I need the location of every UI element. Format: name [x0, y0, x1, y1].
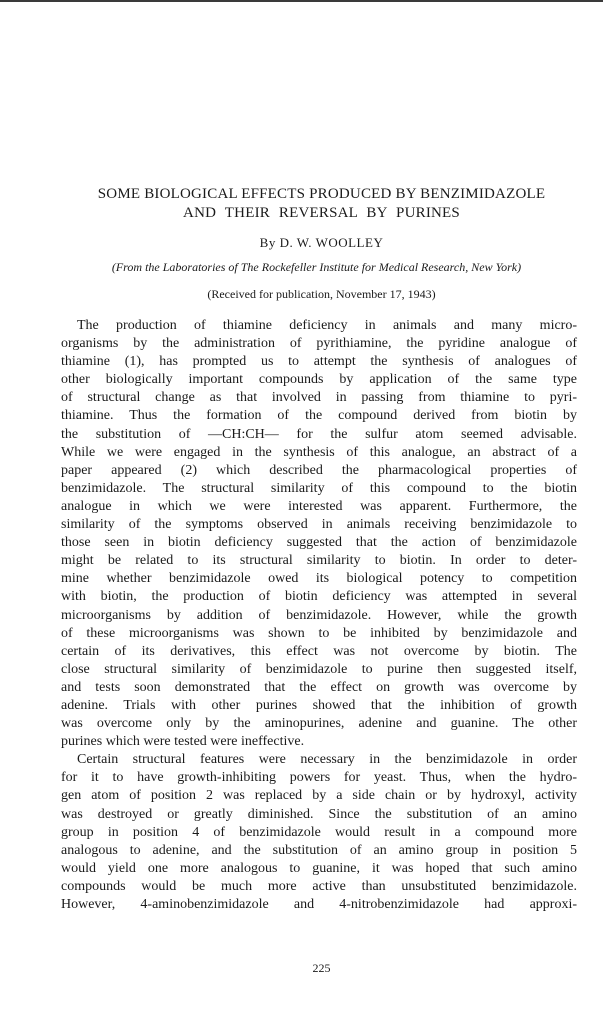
body-line: of structural change as that involved in passing from thiamine to pyri-: [61, 390, 577, 406]
body-line: other biologically important compounds by application of the same type: [61, 372, 577, 388]
body-line: organisms by the administration of pyrithiamine, the pyridine analogue of: [61, 336, 577, 352]
body-line: gen atom of position 2 was replaced by a side chain or by hydroxyl, activity: [61, 788, 577, 804]
affiliation: (From the Laboratories of The Rockefeller Institute for Medical Research, New York): [111, 260, 522, 274]
body-line: for it to have growth-inhibiting powers for yeast. Thus, when the hydro-: [61, 770, 577, 786]
body-line: adenine. Trials with other purines showed that the inhibition of growth: [61, 697, 577, 713]
body-line: While we were engaged in the synthesis of this analogue, an abstract of a: [61, 444, 577, 460]
body-line: with biotin, the production of biotin deficiency was attempted in several: [61, 589, 577, 605]
body-line: might be related to its structural similarity to biotin. In order to deter-: [61, 553, 577, 569]
author-byline: By D. W. WOOLLEY: [259, 235, 384, 250]
body-line: Certain structural features were necessary in the benzimidazole in order: [77, 752, 577, 768]
body-line: certain of its derivatives, this effect was not overcome by biotin. The: [61, 643, 577, 659]
body-line: paper appeared (2) which described the pharmacological properties of: [61, 462, 577, 478]
body-line: analogue in which we were interested was apparent. Furthermore, the: [61, 498, 577, 514]
body-line: thiamine. Thus the formation of the compound derived from biotin by: [61, 408, 577, 424]
body-line: The production of thiamine deficiency in animals and many micro-: [77, 318, 577, 333]
body-line: would yield one more analogous to guanine, it was hoped that such amino: [61, 860, 577, 876]
body-line: similarity of the symptoms observed in animals receiving benzimidazole to: [61, 517, 577, 533]
body-line: was overcome only by the aminopurines, adenine and guanine. The other: [61, 716, 577, 732]
article-title-line-1: SOME BIOLOGICAL EFFECTS PRODUCED BY BENZIMIDAZOLE: [97, 186, 546, 202]
body-line: thiamine (1), has prompted us to attempt the synthesis of analogues of: [61, 354, 577, 370]
body-line: was destroyed or greatly diminished. Since the substitution of an amino: [61, 806, 577, 822]
page-number: 225: [312, 961, 331, 975]
body-line: the substitution of —CH:CH— for the sulfur atom seemed advisable.: [61, 426, 577, 442]
body-line: benzimidazole. The structural similarity of this compound to the biotin: [61, 480, 577, 496]
body-line: group in position 4 of benzimidazole would result in a compound more: [61, 824, 577, 840]
received-date: (Received for publication, November 17, 1943): [207, 287, 436, 301]
page-top-border: [0, 0, 603, 2]
body-line: those seen in biotin deficiency suggested that the action of benzimidazole: [61, 535, 577, 551]
body-line: microorganisms by addition of benzimidazole. However, while the growth: [61, 607, 577, 623]
body-line: analogous to adenine, and the substitution of an amino group in position 5: [61, 842, 577, 858]
body-line: of these microorganisms was shown to be inhibited by benzimidazole and: [61, 625, 577, 641]
body-line: purines which were tested were ineffective.: [61, 734, 305, 750]
article-title-line-2: AND THEIR REVERSAL BY PURINES: [183, 205, 460, 221]
body-line: close structural similarity of benzimidazole to purine then suggested itself,: [61, 661, 577, 677]
body-line: and tests soon demonstrated that the effect on growth was overcome by: [61, 679, 577, 695]
article-body: [61, 317, 577, 914]
body-line: compounds would be much more active than unsubstituted benzimidazole.: [61, 878, 577, 894]
body-line: mine whether benzimidazole owed its biological potency to competition: [61, 571, 577, 587]
body-line: However, 4-aminobenzimidazole and 4-nitrobenzimidazole had approxi-: [61, 897, 577, 912]
